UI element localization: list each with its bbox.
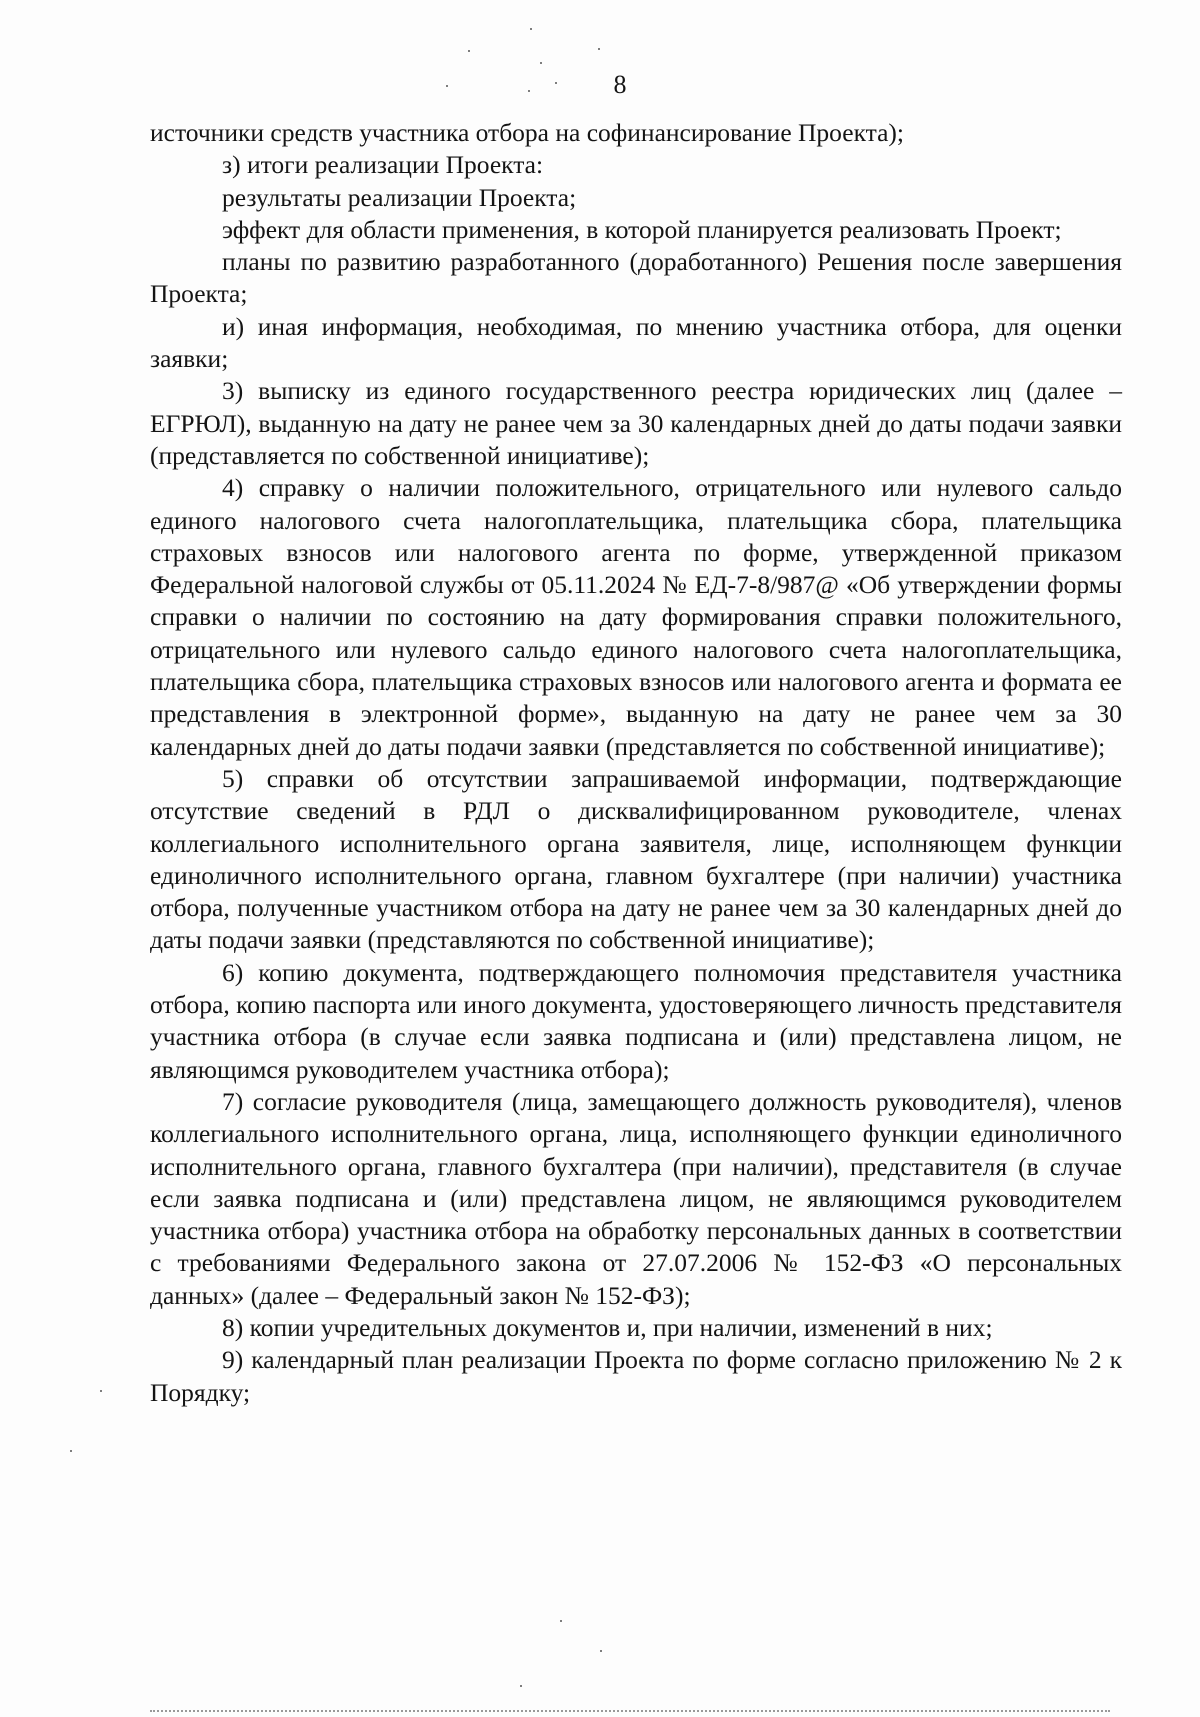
scan-speck xyxy=(520,1685,522,1687)
document-body xyxy=(150,117,1122,1409)
paragraph: планы по развитию разработанного (доработанного) Решения после завершения Проекта; xyxy=(150,247,1122,309)
paragraph: источники средств участника отбора на софинансирование Проекта); xyxy=(150,118,904,147)
scan-edge-line xyxy=(150,1710,1110,1714)
paragraph: 8) копии учредительных документов и, при наличии, изменений в них; xyxy=(222,1312,993,1342)
paragraph: 6) копию документа, подтверждающего полномочия представителя участника отбора, копию паспорта или иного документа, удостоверяющего личность представителя участника отбора (в случае если заявка подписана и (или) представлена лицом, не являющимся руководителем участника отбора); xyxy=(150,957,1122,1084)
paragraph: эффект для области применения, в которой планируется реализовать Проект; xyxy=(222,214,1062,244)
scan-speck xyxy=(100,1390,102,1392)
scan-speck xyxy=(540,62,542,64)
paragraph: и) иная информация, необходимая, по мнению участника отбора, для оценки заявки; xyxy=(150,311,1122,374)
paragraph: 5) справки об отсутствии запрашиваемой информации, подтверждающие отсутствие сведений в РДЛ о дисквалифицированном руководителе, членах коллегиального исполнительного органа заявителя, лице, исполняющем функции единоличного исполнительного органа, главном бухгалтере (при наличии) участника отбора, полученные участником отбора на дату не ранее чем за 30 календарных дней до даты подачи заявки (представляются по собственной инициативе); xyxy=(150,763,1122,955)
scan-speck xyxy=(598,48,600,50)
paragraph: 3) выписку из единого государственного реестра юридических лиц (далее – ЕГРЮЛ), выданную на дату не ранее чем за 30 календарных дней до даты подачи заявки (представляется по собственной инициативе); xyxy=(150,376,1122,470)
scan-speck xyxy=(530,28,532,30)
scan-speck xyxy=(560,1620,562,1622)
scan-speck xyxy=(468,50,470,52)
paragraph: 9) календарный план реализации Проекта по форме согласно приложению № 2 к Порядку; xyxy=(150,1345,1122,1407)
paragraph: результаты реализации Проекта; xyxy=(222,182,577,212)
paragraph: 7) согласие руководителя (лица, замещающего должность руководителя), членов коллегиального исполнительного органа, лица, исполняющего функции единоличного исполнительного органа, главного бухгалтера (при наличии), представителя (в случае если заявка подписана и (или) представлена лицом, не являющимся руководителем участника отбора) участника отбора на обработку персональных данных в соответствии с требованиями Федерального закона от 27.07.2006 № 152-ФЗ «О персональных данных» (далее – Федеральный закон № 152-ФЗ); xyxy=(150,1086,1122,1310)
scan-speck xyxy=(70,1450,72,1452)
paragraph: з) итоги реализации Проекта: xyxy=(222,150,544,180)
page-number: 8 xyxy=(613,70,627,99)
paragraph: 4) справку о наличии положительного, отрицательного или нулевого сальдо единого налогового счета налогоплательщика, плательщика сбора, плательщика страховых взносов или налогового агента по форме, утвержденной приказом Федеральной налоговой службы от 05.11.2024 № ЕД-7-8/987@ «Об утверждении формы справки о наличии по состоянию на дату формирования справки положительного, отрицательного или нулевого сальдо единого налогового счета налогоплательщика, плательщика сбора, плательщика страховых взносов или налогового агента и формата ее представления в электронной форме», выданную на дату не ранее чем за 30 календарных дней до даты подачи заявки (представляется по собственной инициативе); xyxy=(150,473,1122,761)
scan-speck xyxy=(600,1650,602,1652)
